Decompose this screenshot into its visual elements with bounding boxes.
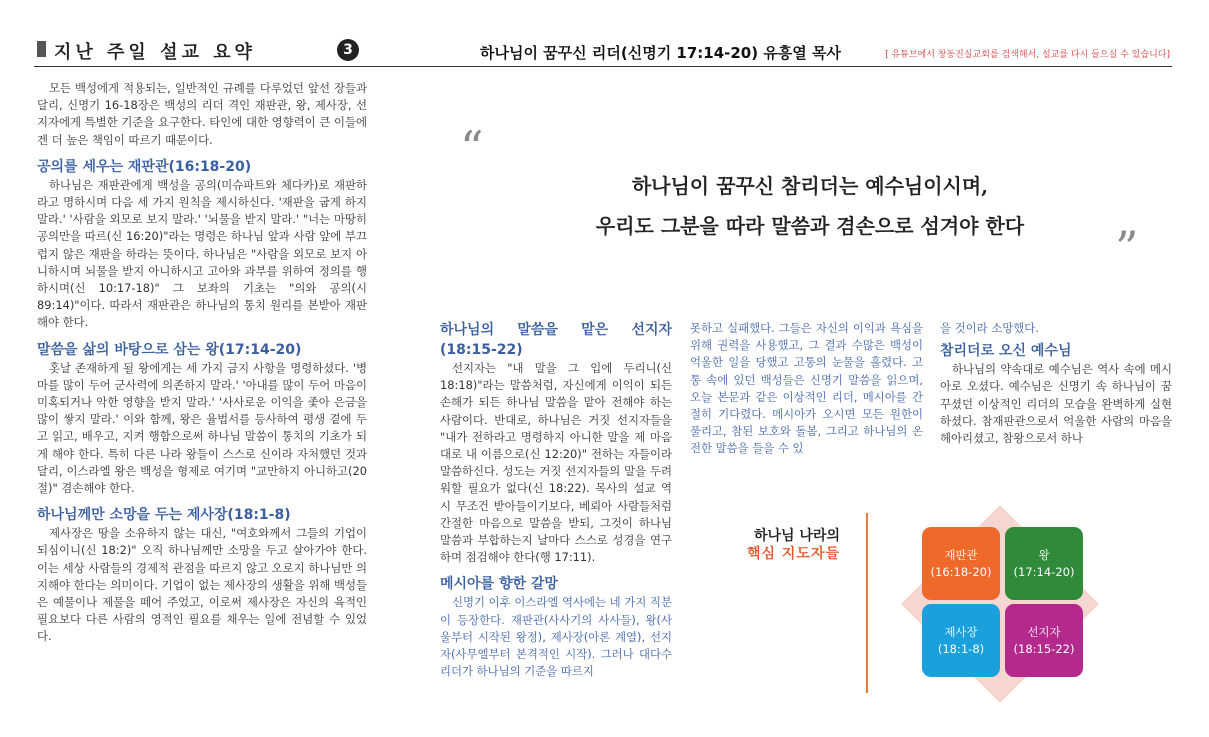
sermon-title: 하나님이 꿈꾸신 리더(신명기 17:14-20) 유흥열 목사 <box>480 44 841 62</box>
section-title: 지난 주일 설교 요약 <box>54 42 256 63</box>
leader-box-king <box>1005 527 1083 600</box>
heading-king: 말씀을 삶의 바탕으로 삼는 왕(17:14-20) <box>37 341 302 358</box>
pull-quote-line-1: 하나님이 꿈꾸신 참리더는 예수님이시며, <box>631 174 989 198</box>
section-marker <box>37 41 46 57</box>
leader-ref: (18:1-8) <box>937 641 985 656</box>
heading-messiah-longing: 메시아를 향한 갈망 <box>440 576 558 593</box>
paragraph-prophet: 선지자는 "내 말을 그 입에 두리니(신 18:18)"라는 말씀처럼, 자신에게 이익이 되든 손해가 되든 하나님 말씀을 맡아 전해야 하는 사람이다. 반대로, 하나님은 거짓 선지자들을 "내가 전하라고 명령하지 아니한 말을 제 마음대로 내 이름으로(신 12:20)" 전하는 자들이라 말씀하신다. 성도는 거짓 선지자들의 말을 두려워할 필요가 없다(신 18:22). 목사의 설교 역시 무조건 받아들이기보다, 베뢰아 사람들처럼 간절한 마음으로 말씀을 받되, 그것이 하나님 말씀과 부합하는지 날마다 스스로 성경을 연구하며 점검해야 한다(행 17:11). <box>440 361 672 565</box>
paragraph-continuation: 못하고 실패했다. 그들은 자신의 이익과 욕심을 위해 권력을 사용했고, 그 결과 수많은 백성이 억울한 일을 당했고 고통의 눈물을 흘렸다. 고통 속에 있던 백성들은 신명기 말씀을 읽으며, 오늘 본문과 같은 이상적인 리더, 메시아를 간절히 기다렸다. 메시아가 오시면 모든 원한이 풀리고, 참된 보호와 돌봄, 그리고 하나님의 온전한 말씀을 들을 수 있 <box>690 321 923 456</box>
heading-prophet: 하나님의 말씀을 맡은 선지자(18:15-22) <box>440 322 672 358</box>
pull-quote <box>510 166 1110 246</box>
leader-name: 왕 <box>1038 547 1050 562</box>
youtube-note: [ 유튜브에서 창동진실교회를 검색해서, 설교를 다시 들으실 수 있습니다] <box>885 50 1170 60</box>
paragraph-messiah-longing: 신명기 이후 이스라엘 역사에는 네 가지 직분이 등장한다. 재판관(사사기의 사사들), 왕(사울부터 시작된 왕정), 제사장(아론 계열), 선지자(사무엘부터 본격적인 시작). 그러나 대다수 리더가 하나님의 기준을 따르지 <box>440 595 672 679</box>
paragraph-true-leader: 하나님의 약속대로 예수님은 역사 속에 메시아로 오셨다. 예수님은 신명기 속 하나님이 꿈꾸셨던 이상적인 리더의 모습을 완벽하게 실현하셨다. 참재판관으로서 억울한 사람의 마음을 헤아리셨고, 참왕으로서 하나 <box>940 362 1172 446</box>
pull-quote-line-2: 우리도 그분을 따라 말씀과 겸손으로 섬겨야 한다 <box>595 214 1025 238</box>
heading-priest: 하나님께만 소망을 두는 제사장(18:1-8) <box>37 507 291 524</box>
leader-name: 제사장 <box>944 624 978 639</box>
paragraph-hope: 을 것이라 소망했다. <box>940 321 1039 335</box>
column-4 <box>940 320 1172 447</box>
close-quote-mark: ” <box>1115 221 1139 275</box>
leader-box-priest <box>922 604 1000 677</box>
leader-ref: (16:18-20) <box>930 564 992 579</box>
open-quote-mark: “ <box>460 121 484 175</box>
leader-name: 선지자 <box>1027 624 1061 639</box>
page-header <box>34 36 1172 67</box>
paragraph-king: 홋날 존재하게 될 왕에게는 세 가지 금지 사항을 명령하셨다. '병마를 많이 두어 군사력에 의존하지 말라.' '아내를 많이 두어 마음이 미혹되거나 악한 영향을 받지 말라.' '사사로운 이익을 좇아 은금을 많이 쌓지 말라.' 이와 함께, 왕은 율법서를 등사하여 평생 곁에 두고 읽고, 배우고, 지켜 행함으로써 하나님 말씀이 통치의 기초가 되게 해야 한다. 특히 다른 나라 왕들이 스스로 신이라 자처했던 것과 달리, 이스라엘 왕은 백성을 형제로 여기며 "교만하지 아니하고(20절)" 겸손해야 한다. <box>37 360 367 496</box>
intro-paragraph: 모든 백성에게 적용되는, 일반적인 규례를 다루었던 앞선 장들과 달리, 신명기 16-18장은 백성의 리더 격인 재판관, 왕, 제사장, 선지자에게 특별한 기준을 요구한다. 타인에 대한 영향력이 큰 이들에겐 더 높은 책임이 따르기 때문이다. <box>37 81 367 147</box>
column-3 <box>690 320 923 458</box>
leader-name: 재판관 <box>944 547 978 562</box>
heading-true-leader: 참리더로 오신 예수님 <box>940 343 1072 360</box>
diagram-title-line-1: 하나님 나라의 <box>753 528 840 544</box>
heading-judge: 공의를 세우는 재판관(16:18-20) <box>37 158 252 175</box>
column-1 <box>37 80 367 646</box>
leader-box-judge <box>922 527 1000 600</box>
diagram-divider <box>866 513 868 693</box>
leader-box-prophet <box>1005 604 1083 677</box>
diagram-title-line-2: 핵심 지도자들 <box>746 546 840 562</box>
diagram-title <box>700 527 840 563</box>
paragraph-priest: 제사장은 땅을 소유하지 않는 대신, "여호와께서 그들의 기업이 되심이니(신 18:2)" 오직 하나님께만 소망을 두고 살아가야 한다. 이는 세상 사람들의 경제적 관점을 따르지 않고 오로지 하나님만 의지해야 한다는 의미이다. 기업이 없는 제사장의 생활을 위해 백성들은 예물이나 제물을 떼어 주었고, 이로써 제사장은 자신의 육적인 필요보다 다른 사람의 영적인 필요를 채우는 일에 전념할 수 있었다. <box>37 526 367 644</box>
leader-ref: (18:15-22) <box>1013 641 1075 656</box>
page-number-badge: 3 <box>337 39 359 61</box>
leader-ref: (17:14-20) <box>1013 564 1075 579</box>
paragraph-judge: 하나님은 재판관에게 백성을 공의(미슈파트와 체다카)로 재판하라고 명하시며 다음 세 가지 원칙을 제시하신다. '재판을 굽게 하지 말라.' '사람을 외모로 보지 말라.' '뇌물을 받지 말라.' "너는 마땅히 공의만을 따르(신 16:20)"라는 명령은 하나님 앞과 사람 앞에 부끄럽지 않은 재판을 하라는 뜻이다. 하나님은 "사람을 외모로 보지 아니하시며 뇌물을 받지 아니하시고 고아와 과부를 위하여 정의를 행하시며(신 10:17-18)" 그 보좌의 기초는 "의와 공의(시 89:14)"이다. 따라서 재판관은 하나님의 통치 원리를 본받아 재판해야 한다. <box>37 177 367 330</box>
column-2 <box>440 320 672 680</box>
